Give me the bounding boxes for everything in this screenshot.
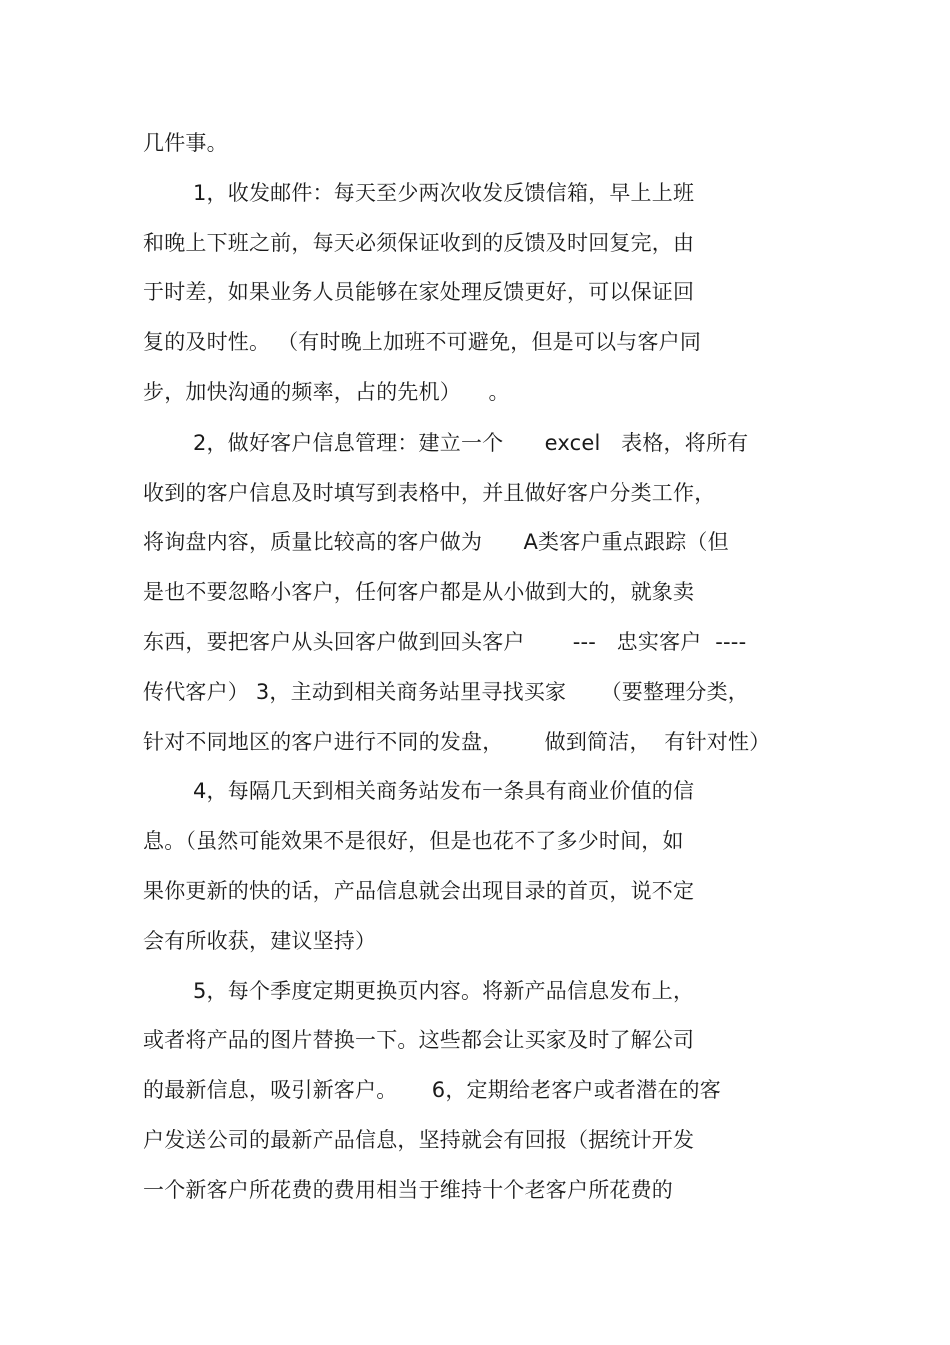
- paragraph-4-start: 4，每隔几天到相关商务站发布一条具有商业价值的信: [193, 779, 695, 803]
- text-line: 几件事。: [143, 131, 228, 155]
- text-line: 将询盘内容，质量比较高的客户做为 A类客户重点跟踪（但: [143, 530, 729, 554]
- text-line: 收到的客户信息及时填写到表格中，并且做好客户分类工作，: [143, 481, 716, 505]
- paragraph-1-start: 1，收发邮件：每天至少两次收发反馈信箱，早上上班: [193, 181, 695, 205]
- text-line: 步，加快沟通的频率，占的先机） 。: [143, 380, 510, 404]
- paragraph-5-start: 5，每个季度定期更换页内容。将新产品信息发布上，: [193, 979, 695, 1003]
- text-line: 于时差，如果业务人员能够在家处理反馈更好，可以保证回: [143, 280, 695, 304]
- text-line: 果你更新的快的话，产品信息就会出现目录的首页，说不定: [143, 879, 695, 903]
- text-line: 户发送公司的最新产品信息，坚持就会有回报（据统计开发: [143, 1128, 695, 1152]
- text-line: 一个新客户所花费的费用相当于维持十个老客户所花费的: [143, 1178, 673, 1202]
- text-line: 传代客户） 3，主动到相关商务站里寻找买家 （要整理分类，: [143, 680, 750, 704]
- text-line: 复的及时性。 （有时晚上加班不可避免，但是可以与客户同: [143, 330, 702, 354]
- paragraph-2-start: 2，做好客户信息管理：建立一个 excel 表格，将所有: [193, 431, 749, 455]
- text-line: 针对不同地区的客户进行不同的发盘， 做到简洁， 有针对性）: [143, 730, 771, 754]
- text-line: 会有所收获，建议坚持）: [143, 929, 377, 953]
- text-line: 或者将产品的图片替换一下。这些都会让买家及时了解公司: [143, 1028, 695, 1052]
- text-line: 东西，要把客户从头回客户做到回头客户 --- 忠实客户 ----: [143, 630, 747, 654]
- text-line: 是也不要忽略小客户，任何客户都是从小做到大的，就象卖: [143, 580, 695, 604]
- text-line: 息。（虽然可能效果不是很好，但是也花不了多少时间，如: [143, 829, 684, 853]
- text-line: 和晚上下班之前，每天必须保证收到的反馈及时回复完，由: [143, 231, 695, 255]
- text-line: 的最新信息，吸引新客户。 6，定期给老客户或者潜在的客: [143, 1078, 721, 1102]
